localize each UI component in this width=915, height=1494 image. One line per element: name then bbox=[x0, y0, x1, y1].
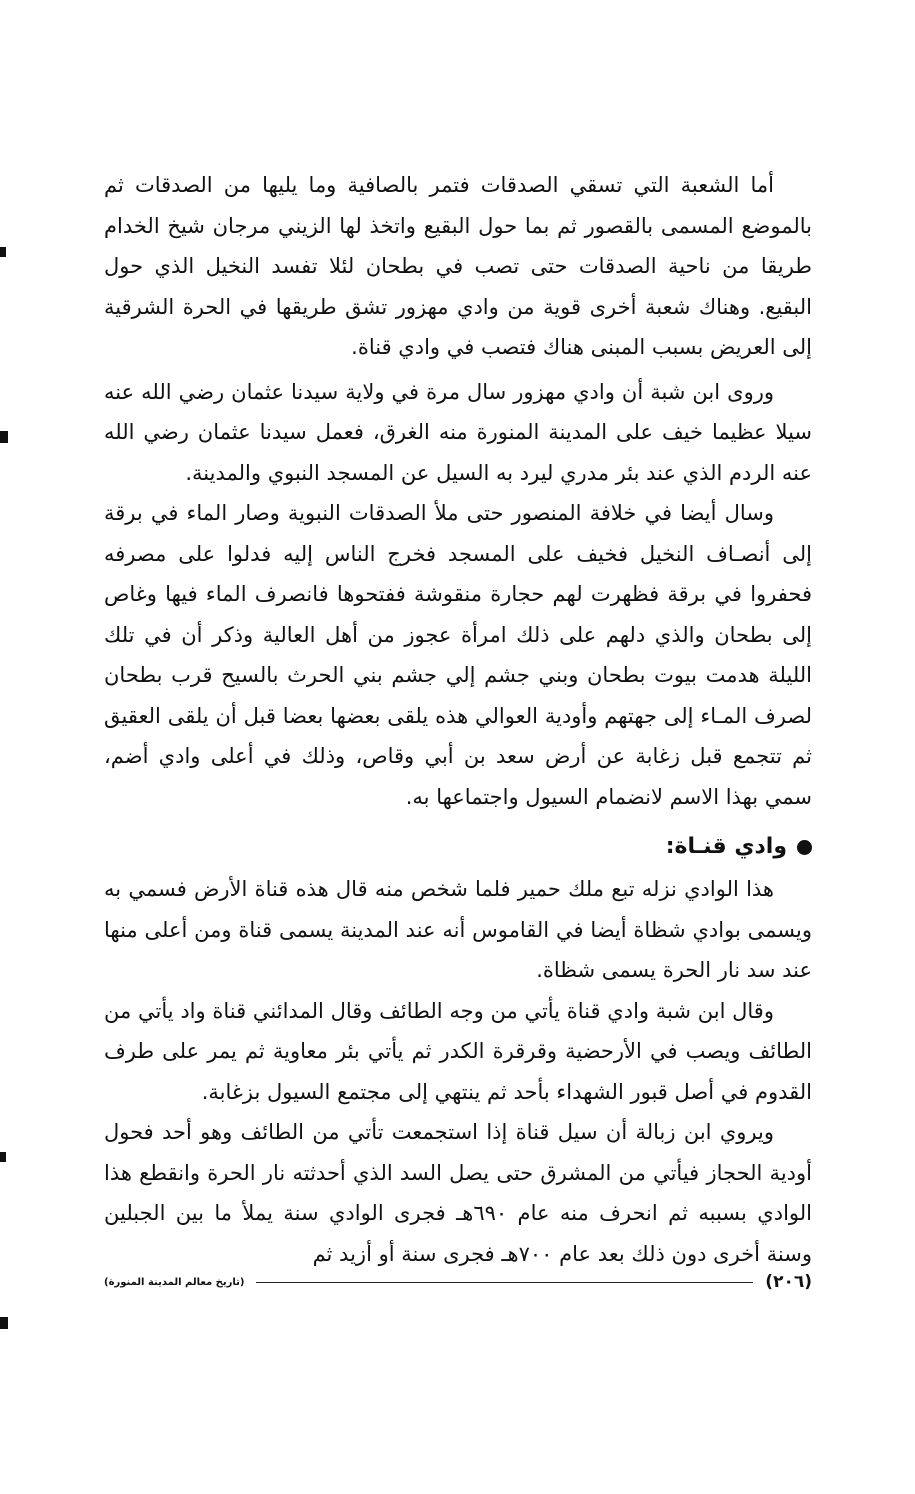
paragraph-5: وقال ابن شبة وادي قناة يأتي من وجه الطائف وقال المدائني قناة واد يأتي من الطائف ويصب في الأرحضية وقرقرة الكدر ثم يأتي بئر معاوية ثم يمر على طرف القدوم في أصل قبور الشهداء بأحد ثم ينتهي إلى مجتمع السيول بزغابة. bbox=[104, 998, 812, 1104]
footer-rule bbox=[256, 1282, 753, 1283]
paragraph-2: وروى ابن شبة أن وادي مهزور سال مرة في ولاية سيدنا عثمان رضي الله عنه سيلا عظيما خيف على المدينة المنورة منه الغرق، فعمل سيدنا عثمان رضي الله عنه الردم الذي عند بئر مدري ليرد به السيل عن المسجد النبوي والمدينة. bbox=[104, 379, 812, 485]
bullet-icon bbox=[797, 840, 812, 855]
section-heading bbox=[104, 827, 812, 867]
page-number: (٢٠٦) bbox=[765, 1272, 812, 1292]
paragraph-1: أما الشعبة التي تسقي الصدقات فتمر بالصافية وما يليها من الصدقات ثم بالموضع المسمى بالقصور ثم بما حول البقيع واتخذ لها الزيني مرجان شيخ الخدام طريقا من ناحية الصدقات حتى تصب في بطحان لئلا تفسد النخيل الذي حول البقيع. وهناك شعبة أخرى قوية من وادي مهزور تشق طريقها في الحرة الشرقية إلى العريض بسبب المبنى هناك فتصب في وادي قناة. bbox=[104, 173, 812, 359]
paragraph-3: وسال أيضا في خلافة المنصور حتى ملأ الصدقات النبوية وصار الماء في برقة إلى أنصـاف النخيل فخيف على المسجد فخرج الناس إليه فدلوا على مصرفه فحفروا في برقة فظهرت لهم حجارة منقوشة ففتحوها فانصرف الماء فيها وغاص إلى بطحان والذي دلهم على ذلك امرأة عجوز من أهل العالية وذكر أن في تلك الليلة هدمت بيوت بطحان وبني جشم إلي جشم بني الحرث بالسيح قرب بطحان لصرف المـاء إلى جهتهم وأودية العوالي هذه يلقى بعضها بعضا قبل أن يلقى العقيق ثم تتجمع قبل زغابة عن أرض سعد بن أبي وقاص، وذلك في أعلى وادي أضم، سمي بهذا الاسم لانضمام السيول واجتماعها به. bbox=[104, 501, 812, 809]
book-title: (تاريخ معالم المدينة المنورة) bbox=[104, 1276, 245, 1288]
scan-edge-mark bbox=[0, 431, 8, 443]
paragraph-4: هذا الوادي نزله تبع ملك حمير فلما شخص منه قال هذه قناة الأرض فسمي به ويسمى بوادي شظاة أيضا في القاموس أنه عند المدينة يسمى قناة ومن أعلى منها عند سد نار الحرة يسمى شظاة. bbox=[104, 877, 812, 982]
page-footer bbox=[104, 1270, 812, 1294]
scan-edge-mark bbox=[0, 1317, 8, 1329]
scan-edge-mark bbox=[0, 1152, 6, 1162]
paragraph-6: ويروي ابن زبالة أن سيل قناة إذا استجمعت تأتي من الطائف وهو أحد فحول أودية الحجاز فيأتي من المشرق حتى يصل السد الذي أحدثته نار الحرة وانقطع هذا الوادي بسببه ثم انحرف منه عام ٦٩٠هـ فجرى الوادي سنة يملأ ما بين الجبلين وسنة أخرى دون ذلك بعد عام ٧٠٠هـ فجرى سنة أو أزيد ثم bbox=[104, 1120, 812, 1266]
body-text bbox=[104, 165, 812, 1274]
scan-edge-mark bbox=[0, 247, 6, 257]
section-heading-text: وادي قنـاة: bbox=[665, 834, 787, 859]
